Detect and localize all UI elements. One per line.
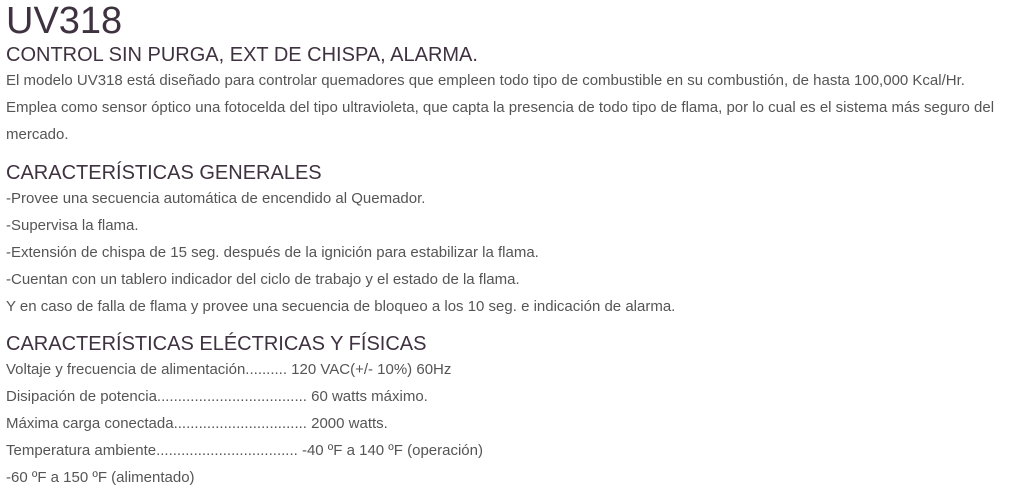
general-features-list: [6, 185, 1024, 320]
general-features-heading: CARACTERÍSTICAS GENERALES: [6, 162, 322, 184]
general-feature-item: -Provee una secuencia automática de encendido al Quemador.: [6, 190, 426, 207]
electrical-features-list: [6, 356, 1024, 491]
electrical-spec-item: -60 ºF a 150 ºF (alimentado): [6, 469, 195, 486]
product-subtitle: CONTROL SIN PURGA, EXT DE CHISPA, ALARMA.: [6, 44, 478, 66]
product-page: [0, 2, 1024, 499]
product-description: El modelo UV318 está diseñado para controlar quemadores que empleen todo tipo de combustible en su combustión, de hasta 100,000 Kcal/Hr. Emplea como sensor óptico una fotocelda del tipo ultravioleta, que capta la presencia de todo tipo de flama, por lo cual es el sistema más seguro del mercado.: [6, 72, 995, 143]
general-feature-item: -Supervisa la flama.: [6, 217, 139, 234]
electrical-spec-item: Disipación de potencia.................................... 60 watts máximo.: [6, 388, 428, 405]
general-feature-item: -Cuentan con un tablero indicador del ciclo de trabajo y el estado de la flama.: [6, 271, 520, 288]
electrical-spec-item: Máxima carga conectada................................ 2000 watts.: [6, 415, 388, 432]
product-model-title: UV318: [6, 0, 123, 42]
general-feature-item: Y en caso de falla de flama y provee una secuencia de bloqueo a los 10 seg. e indicación de alarma.: [6, 298, 676, 315]
electrical-features-heading: CARACTERÍSTICAS ELÉCTRICAS Y FÍSICAS: [6, 333, 427, 355]
general-feature-item: -Extensión de chispa de 15 seg. después de la ignición para estabilizar la flama.: [6, 244, 539, 261]
electrical-spec-item: Temperatura ambiente.................................. -40 ºF a 140 ºF (operación): [6, 442, 483, 459]
electrical-spec-item: Voltaje y frecuencia de alimentación.......... 120 VAC(+/- 10%) 60Hz: [6, 361, 452, 378]
